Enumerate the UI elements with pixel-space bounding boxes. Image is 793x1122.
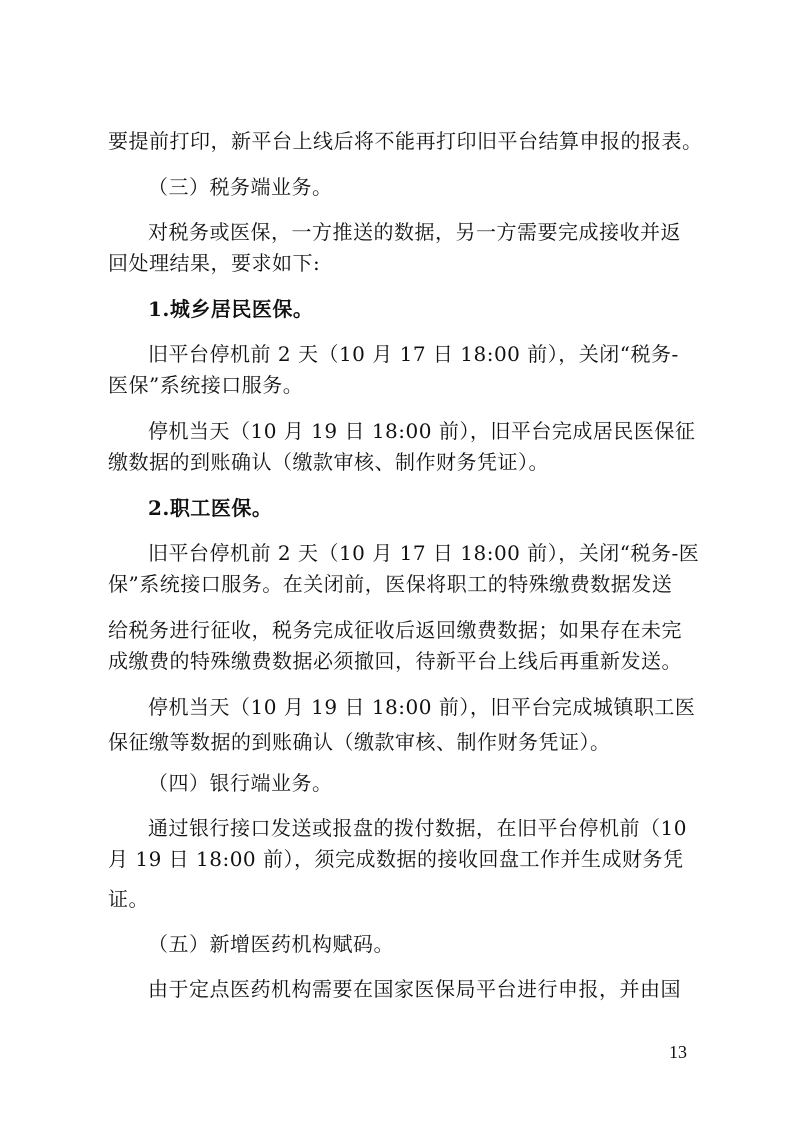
paragraph-line: 对税务或医保，一方推送的数据，另一方需要完成接收并返 [148, 220, 681, 244]
section-heading: （五）新增医药机构赋码。 [148, 932, 394, 956]
subsection-heading: 2.职工医保。 [148, 496, 273, 520]
page-number: 13 [669, 1042, 687, 1062]
paragraph-line: 保征缴等数据的到账确认（缴款审核、制作财务凭证）。 [108, 730, 611, 754]
paragraph-line: 给税务进行征收，税务完成征收后返回缴费数据；如果存在未完 [108, 618, 682, 642]
paragraph-line: 缴数据的到账确认（缴款审核、制作财务凭证）。 [108, 450, 549, 474]
paragraph-line: 通过银行接口发送或报盘的拨付数据，在旧平台停机前（10 [148, 816, 687, 840]
paragraph-line: 旧平台停机前 2 天（10 月 17 日 18:00 前），关闭“税务-医 [148, 541, 700, 565]
paragraph-line: 由于定点医药机构需要在国家医保局平台进行申报，并由国 [148, 977, 681, 1001]
paragraph-line: 要提前打印，新平台上线后将不能再打印旧平台结算申报的报表。 [108, 129, 703, 153]
paragraph-line: 回处理结果，要求如下: [108, 251, 321, 275]
paragraph-line: 证。 [108, 887, 149, 911]
paragraph-line: 停机当天（10 月 19 日 18:00 前），旧平台完成居民医保征 [148, 419, 696, 443]
paragraph-line: 医保”系统接口服务。 [108, 373, 304, 397]
paragraph-line: 旧平台停机前 2 天（10 月 17 日 18:00 前），关闭“税务- [148, 342, 679, 366]
paragraph-line: 保”系统接口服务。在关闭前，医保将职工的特殊缴费数据发送 [108, 572, 673, 596]
paragraph-line: 成缴费的特殊缴费数据必须撤回，待新平台上线后再重新发送。 [108, 649, 682, 673]
paragraph-line: 月 19 日 18:00 前），须完成数据的接收回盘工作并生成财务凭 [108, 847, 684, 871]
paragraph-line: 停机当天（10 月 19 日 18:00 前），旧平台完成城镇职工医 [148, 695, 696, 719]
section-heading: （四）银行端业务。 [148, 771, 333, 795]
section-heading: （三）税务端业务。 [148, 175, 333, 199]
subsection-heading: 1.城乡居民医保。 [148, 297, 314, 321]
